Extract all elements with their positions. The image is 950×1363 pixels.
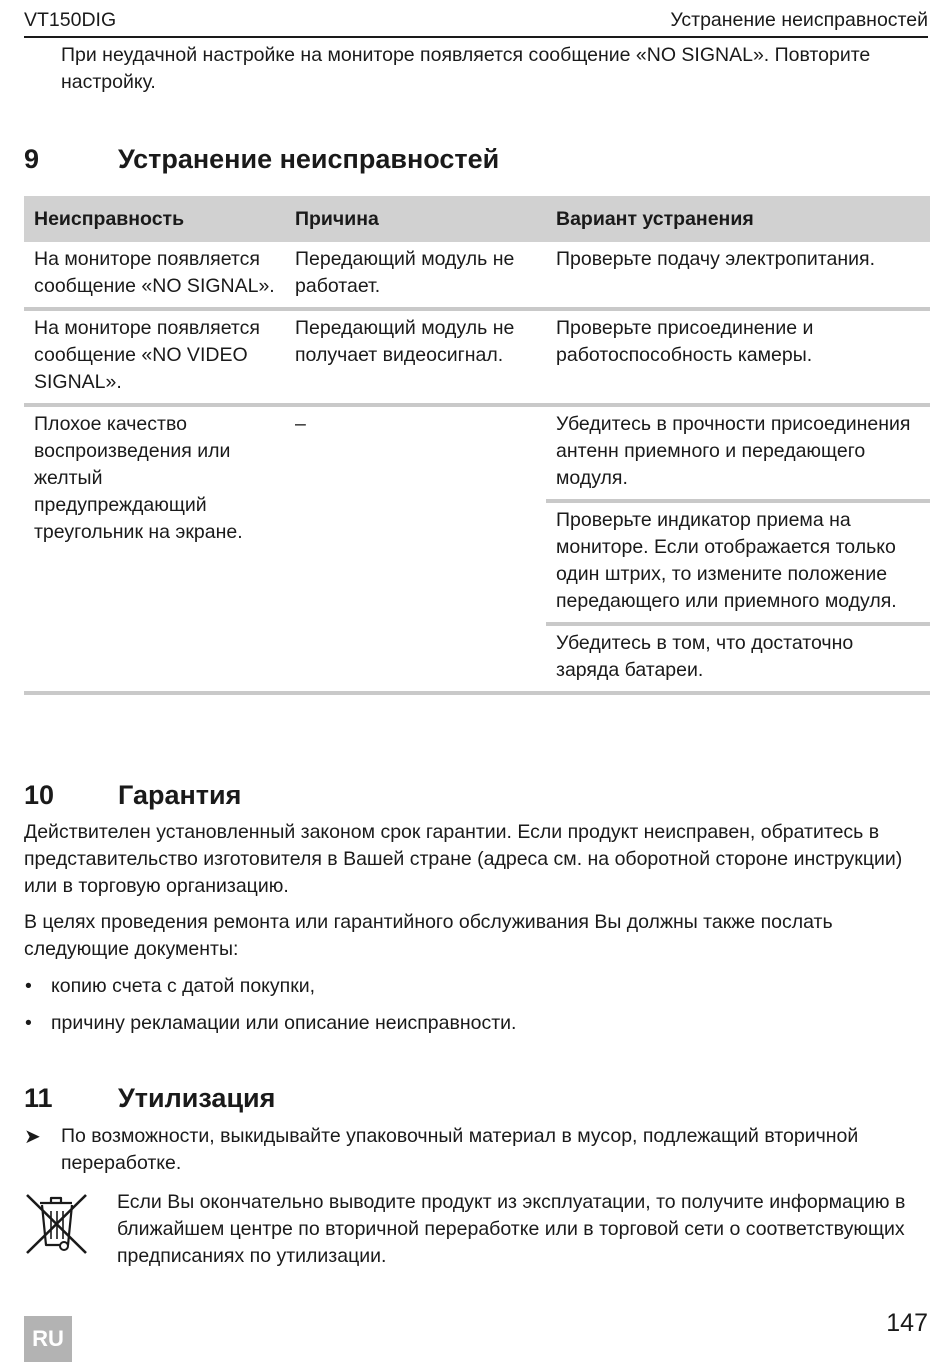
solution-cell (546, 407, 930, 691)
table-row (24, 407, 930, 695)
solution-item: Проверьте индикатор приема на мониторе. Если отображается только один штрих, то измените положение передающего или приемного модуля. (546, 503, 930, 626)
instruction-text: По возможности, выкидывайте упаковочный материал в мусор, подлежащий вторичной переработке. (61, 1125, 859, 1174)
warranty-paragraph-2: В целях проведения ремонта или гарантийного обслуживания Вы должны также послать следующие документы: (24, 911, 833, 960)
problem-cell: Плохое качество воспроизведения или желтый предупреждающий треугольник на экране. (34, 413, 243, 543)
crossed-out-bin-icon (24, 1191, 90, 1259)
table-row (24, 311, 930, 407)
header-model: VT150DIG (24, 9, 117, 31)
instruction-item (24, 1123, 930, 1177)
disposal-paragraph: Если Вы окончательно выводите продукт из эксплуатации, то получите информацию в ближайшем центре по вторичной переработке или в торговой сети о соответствующих предписаниях по утилизации. (117, 1191, 906, 1267)
list-item-text: причину рекламации или описание неисправности. (51, 1012, 517, 1034)
solution-item: Убедитесь в том, что достаточно заряда батареи. (556, 632, 854, 681)
bullet-icon: • (25, 975, 32, 997)
page-number: 147 (886, 1309, 928, 1337)
problem-cell: На мониторе появляется сообщение «NO VIDEO SIGNAL». (34, 317, 260, 393)
section-9-heading (24, 142, 499, 176)
section-10-heading (24, 778, 241, 812)
running-header (24, 6, 928, 38)
list-item (24, 973, 930, 1000)
list-item-text: копию счета с датой покупки, (51, 975, 316, 997)
intro-paragraph: При неудачной настройке на мониторе появляется сообщение «NO SIGNAL». Повторите настройку. (61, 44, 871, 93)
problem-cell: На мониторе появляется сообщение «NO SIGNAL». (34, 248, 275, 297)
col-header-problem: Неисправность (34, 207, 185, 230)
cause-cell: Передающий модуль не получает видеосигнал. (295, 317, 515, 366)
section-11-number: 11 (24, 1083, 53, 1113)
table-row (24, 242, 930, 311)
solution-item: Убедитесь в прочности присоединения антенн приемного и передающего модуля. (546, 407, 930, 503)
list-item (24, 1010, 930, 1037)
header-section-title: Устранение неисправностей (670, 9, 928, 31)
solution-cell (546, 242, 930, 307)
col-header-solution: Вариант устранения (556, 207, 754, 230)
section-9-number: 9 (24, 144, 40, 174)
arrow-icon: ➤ (24, 1126, 41, 1148)
col-header-cause: Причина (295, 207, 379, 230)
solution-item: Проверьте подачу электропитания. (556, 248, 876, 270)
bullet-icon: • (25, 1012, 32, 1034)
table-header-row (24, 196, 930, 242)
solution-item: Проверьте присоединение и работоспособность камеры. (556, 317, 814, 366)
section-9-title: Устранение неисправностей (118, 144, 500, 174)
cause-cell: – (295, 413, 306, 435)
solution-cell (546, 311, 930, 403)
warranty-paragraph-1: Действителен установленный законом срок гарантии. Если продукт неисправен, обратитесь в представительство изготовителя в Вашей стране (адреса см. на оборотной стороне инструкции) или в торговую организацию. (24, 821, 903, 897)
cause-cell: Передающий модуль не работает. (295, 248, 515, 297)
section-10-number: 10 (24, 780, 55, 810)
language-badge: RU (24, 1316, 72, 1362)
section-10-title: Гарантия (118, 780, 242, 810)
troubleshooting-table (24, 196, 930, 695)
section-11-title: Утилизация (118, 1083, 276, 1113)
section-11-heading (24, 1081, 275, 1115)
